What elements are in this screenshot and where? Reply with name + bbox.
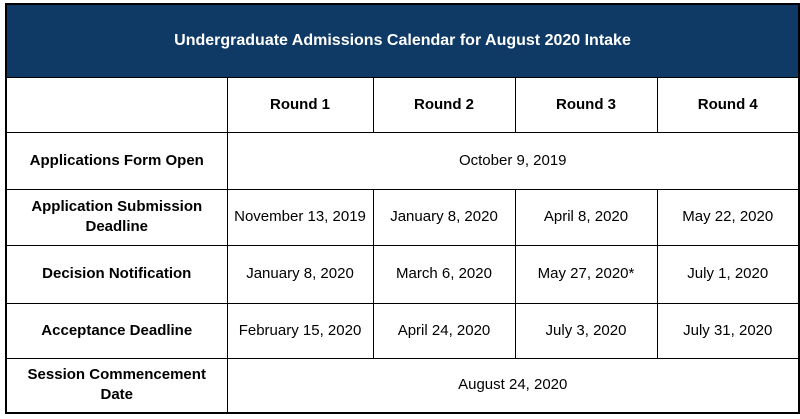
decision-notification-round-1: January 8, 2020 <box>227 245 373 303</box>
header-round-1: Round 1 <box>227 77 373 132</box>
table-header-row <box>6 77 799 132</box>
table-row-acceptance-deadline <box>6 303 799 358</box>
session-commencement-date: August 24, 2020 <box>227 358 799 413</box>
decision-notification-round-4: July 1, 2020 <box>657 245 799 303</box>
submission-deadline-round-4: May 22, 2020 <box>657 189 799 245</box>
admissions-calendar-table <box>5 3 800 414</box>
table-title: Undergraduate Admissions Calendar for August 2020 Intake <box>6 4 799 77</box>
corner-cell <box>6 77 227 132</box>
row-label-decision-notification: Decision Notification <box>6 245 227 303</box>
table-row-submission-deadline <box>6 189 799 245</box>
header-round-2: Round 2 <box>373 77 515 132</box>
acceptance-deadline-round-4: July 31, 2020 <box>657 303 799 358</box>
table-title-row <box>6 4 799 77</box>
submission-deadline-round-2: January 8, 2020 <box>373 189 515 245</box>
applications-open-date: October 9, 2019 <box>227 132 799 189</box>
submission-deadline-round-1: November 13, 2019 <box>227 189 373 245</box>
row-label-applications-open: Applications Form Open <box>6 132 227 189</box>
table-row-applications-open <box>6 132 799 189</box>
row-label-acceptance-deadline: Acceptance Deadline <box>6 303 227 358</box>
submission-deadline-round-3: April 8, 2020 <box>515 189 657 245</box>
row-label-submission-deadline: Application Submission Deadline <box>6 189 227 245</box>
header-round-3: Round 3 <box>515 77 657 132</box>
row-label-session-commencement: Session Commencement Date <box>6 358 227 413</box>
table-row-decision-notification <box>6 245 799 303</box>
header-round-4: Round 4 <box>657 77 799 132</box>
acceptance-deadline-round-1: February 15, 2020 <box>227 303 373 358</box>
decision-notification-round-2: March 6, 2020 <box>373 245 515 303</box>
decision-notification-round-3: May 27, 2020* <box>515 245 657 303</box>
table-row-session-commencement <box>6 358 799 413</box>
acceptance-deadline-round-2: April 24, 2020 <box>373 303 515 358</box>
acceptance-deadline-round-3: July 3, 2020 <box>515 303 657 358</box>
